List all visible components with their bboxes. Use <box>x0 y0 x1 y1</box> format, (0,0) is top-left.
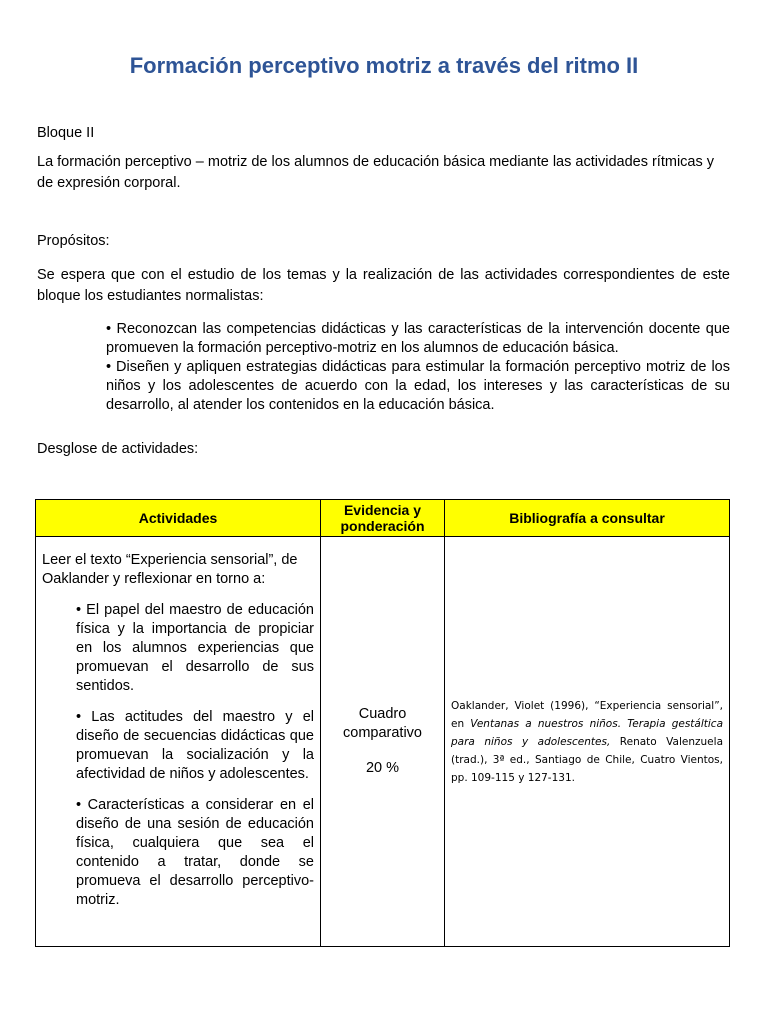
activity-intro: Leer el texto “Experiencia sensorial”, de Oaklander y reflexionar en torno a: <box>42 552 298 587</box>
purposes-heading: Propósitos: <box>37 233 110 249</box>
purpose-item: • Diseñen y apliquen estrategias didácticas para estimular la formación perceptivo motriz de los niños y los adolescentes de acuerdo con la edad, los intereses y las características de su desarrollo, al atender los contenidos en la educación básica. <box>106 359 730 413</box>
header-evidence: Evidencia y ponderación <box>321 500 445 537</box>
evidence-text: Cuadro comparativo <box>343 706 422 741</box>
activity-item: • Las actitudes del maestro y el diseño de secuencias didácticas que promuevan la socialización y la afectividad de niños y adolescentes. <box>76 709 314 782</box>
table-row <box>36 537 730 947</box>
bib-book-title: Ventanas a nuestros niños. Terapia gestáltica para niños y adolescentes, <box>451 717 724 748</box>
activities-cell <box>36 537 321 947</box>
header-bibliography: Bibliografía a consultar <box>445 500 730 537</box>
breakdown-heading: Desglose de actividades: <box>37 441 199 457</box>
evidence-cell <box>321 537 445 947</box>
table-header-row <box>36 500 730 537</box>
block-label: Bloque II <box>37 125 95 141</box>
block-description: La formación perceptivo – motriz de los alumnos de educación básica mediante las actividades rítmicas y de expresión corporal. <box>37 154 715 191</box>
bibliography-cell <box>445 537 730 947</box>
header-activities: Actividades <box>36 500 321 537</box>
activity-item: • Características a considerar en el diseño de una sesión de educación física, cualquiera que sea el contenido a tratar, donde se promueva el desarrollo perceptivo-motriz. <box>76 797 314 908</box>
purposes-lead: Se espera que con el estudio de los temas y la realización de las actividades correspondientes de este bloque los estudiantes normalistas: <box>37 267 730 304</box>
purpose-item: • Reconozcan las competencias didácticas y las características de la intervención docente que promueven la formación perceptivo-motriz en los alumnos de educación básica. <box>106 321 730 356</box>
bib-part1: Oaklander, Violet (1996), “Experiencia sensorial”, en <box>451 699 723 730</box>
weight-text: 20 % <box>365 760 400 776</box>
bib-part2: Renato Valenzuela (trad.), 3ª ed., Santiago de Chile, Cuatro Vientos, pp. 109-115 y 127-131. <box>451 735 723 784</box>
purposes-list <box>106 320 730 415</box>
activities-table <box>35 499 730 947</box>
activity-item: • El papel del maestro de educación física y la importancia de propiciar en los alumnos experiencias que promuevan el desarrollo de sus sentidos. <box>76 602 314 694</box>
page-title: Formación perceptivo motriz a través del ritmo II <box>129 53 639 78</box>
